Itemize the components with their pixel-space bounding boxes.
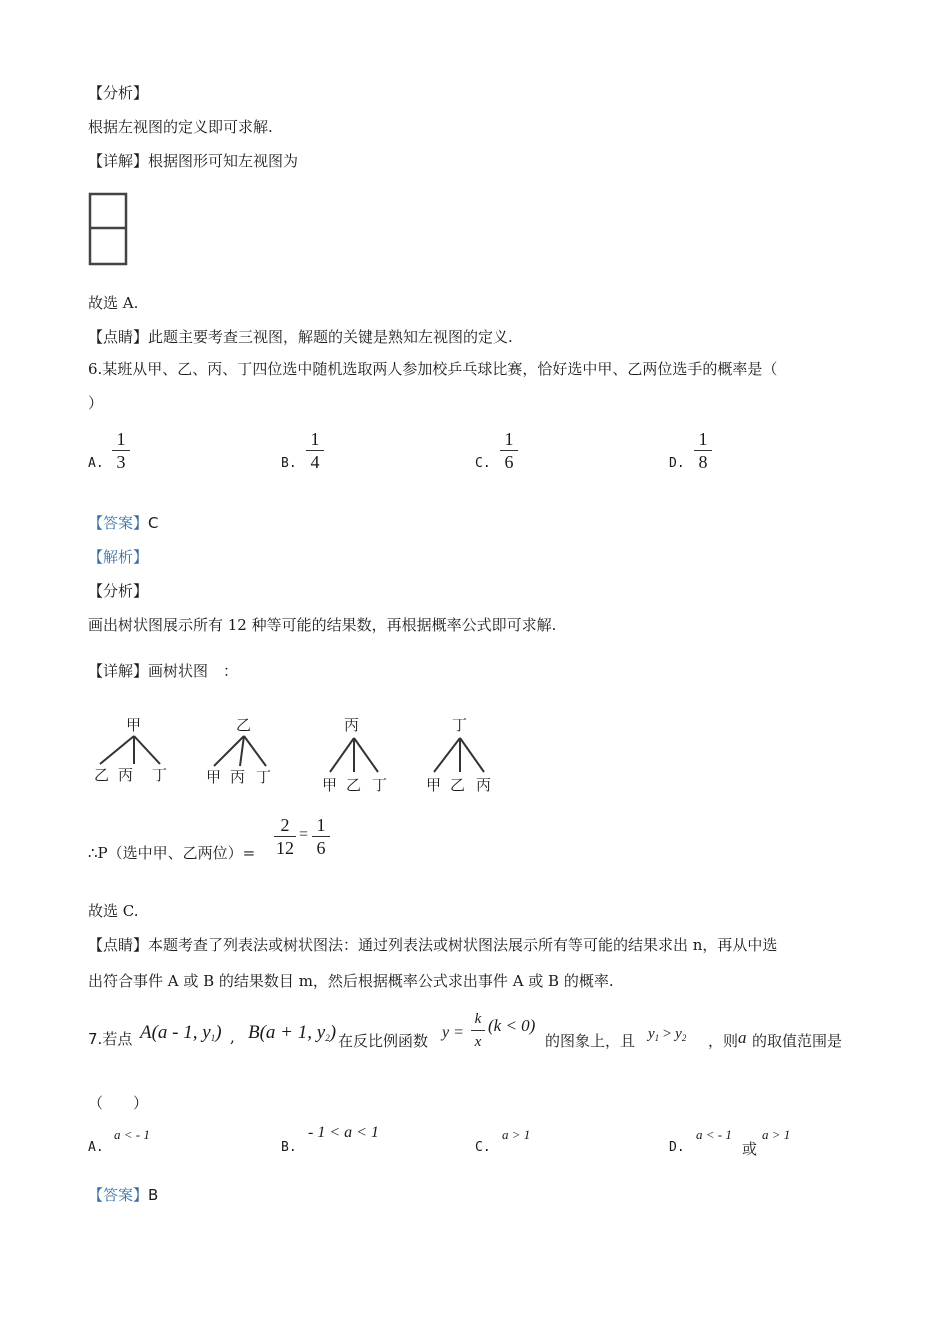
option-expr: - 1 < a < 1 [308,1124,379,1141]
tree-leaf: 丁 [372,776,388,794]
func-fraction: $\frac{k}{x}$ [471,1008,485,1053]
point-a: A(a - 1, $y_1$) [140,1022,222,1043]
answer-tag: 【答案】 [88,514,149,532]
option-letter: D. [669,1140,685,1155]
option-letter: D. [669,456,685,471]
answer-tag: 【答案】 [88,1186,149,1204]
option-fraction: $\frac{1}{6}$ [500,428,518,473]
inequality: $y_1 > y_2$ [648,1026,687,1043]
tree-leaf: 甲 [426,776,442,794]
option-letter: C. [475,456,491,471]
analysis-text: 根据左视图的定义即可求解. [88,118,273,136]
tree-leaf: 丙 [118,766,134,784]
variable-a: a [738,1028,747,1047]
tree-leaf: 甲 [322,776,338,794]
q7-text-ze: ，则 [708,1032,739,1050]
option-letter: C. [475,1140,491,1155]
option-letter: B. [281,456,297,471]
q6-comment-line1: 【点睛】本题考查了列表法或树状图法：通过列表法或树状图法展示所有等可能的结果求出 n，再从中选 [88,936,778,954]
q6-detail-text: 【详解】画树状图 ： [88,662,239,680]
tree-diagram-3 [318,714,408,794]
option-fraction: $\frac{1}{4}$ [306,428,324,473]
tree-leaf: 乙 [450,776,466,794]
answer-value: C [148,514,159,532]
tree-leaf: 丙 [230,768,246,786]
q7-answer [88,1184,158,1205]
q6-stem-line2: ） [88,394,104,412]
q6-analysis-text: 画出树状图展示所有 12 种等可能的结果数，再根据概率公式即可求解. [88,616,557,634]
left-view-figure [88,192,128,266]
tree-diagram-4 [422,714,512,794]
probability-fraction-2: $\frac{1}{6}$ [312,814,330,859]
answer-value: B [148,1186,159,1204]
option-letter: A. [88,456,104,471]
func-condition: (k < 0) [488,1016,536,1035]
analysis-heading: 【分析】 [88,84,149,102]
tree-root: 乙 [236,716,252,734]
option-expr: a > 1 [502,1127,531,1142]
q6-comment-line2: 出符合事件 A 或 B 的结果数目 m，然后根据概率公式求出事件 A 或 B 的概率. [88,972,614,990]
choose-a: 故选 A. [88,294,139,312]
tree-leaf: 甲 [206,768,222,786]
probability-prefix: ∴P（选中甲、乙两位）= [88,844,256,862]
q6-explain-tag: 【解析】 [88,548,149,566]
q6-stem-line1: 6.某班从甲、乙、丙、丁四位选中随机选取两人参加校乒乓球比赛，恰好选中甲、乙两位选手的概率是（ [88,360,778,378]
q7-paren: （ ） [88,1094,149,1112]
tree-leaf: 丙 [476,776,492,794]
tree-leaf: 丁 [152,766,168,784]
q7-text-range: 的取值范围是 [752,1032,843,1050]
q7-number: 7.若点 [88,1030,133,1048]
tree-diagram-2 [204,714,294,786]
q6-answer [88,512,159,533]
q7-text-zai: 在反比例函数 [338,1032,429,1050]
q6-analysis-heading: 【分析】 [88,582,149,600]
tree-root: 丁 [452,716,468,734]
probability-equals: = [299,826,309,843]
tree-root: 丙 [344,716,360,734]
option-fraction: $\frac{1}{8}$ [694,428,712,473]
q7-text-graph: 的图象上，且 [545,1032,636,1050]
option-fraction: $\frac{1}{3}$ [112,428,130,473]
tree-diagram-1 [90,714,180,786]
option-expr: a < - 1 [696,1127,732,1142]
tree-leaf: 乙 [94,766,110,784]
point-b: B(a + 1, $y_2$) [248,1022,337,1043]
option-expr: a < - 1 [114,1127,150,1142]
probability-fraction-1: $\frac{2}{12}$ [276,815,294,858]
tree-leaf: 丁 [256,768,272,786]
func-y: y = [442,1024,464,1041]
choose-c: 故选 C. [88,902,139,920]
detail-text: 【详解】根据图形可知左视图为 [88,152,299,170]
tree-root: 甲 [126,716,142,734]
option-letter: B. [281,1140,297,1155]
comment-1: 【点睛】此题主要考查三视图，解题的关键是熟知左视图的定义. [88,328,513,346]
option-letter: A. [88,1140,104,1155]
q7-comma: , [230,1028,235,1046]
option-or: 或 [742,1140,758,1158]
option-expr-2: a > 1 [762,1127,791,1142]
tree-leaf: 乙 [346,776,362,794]
